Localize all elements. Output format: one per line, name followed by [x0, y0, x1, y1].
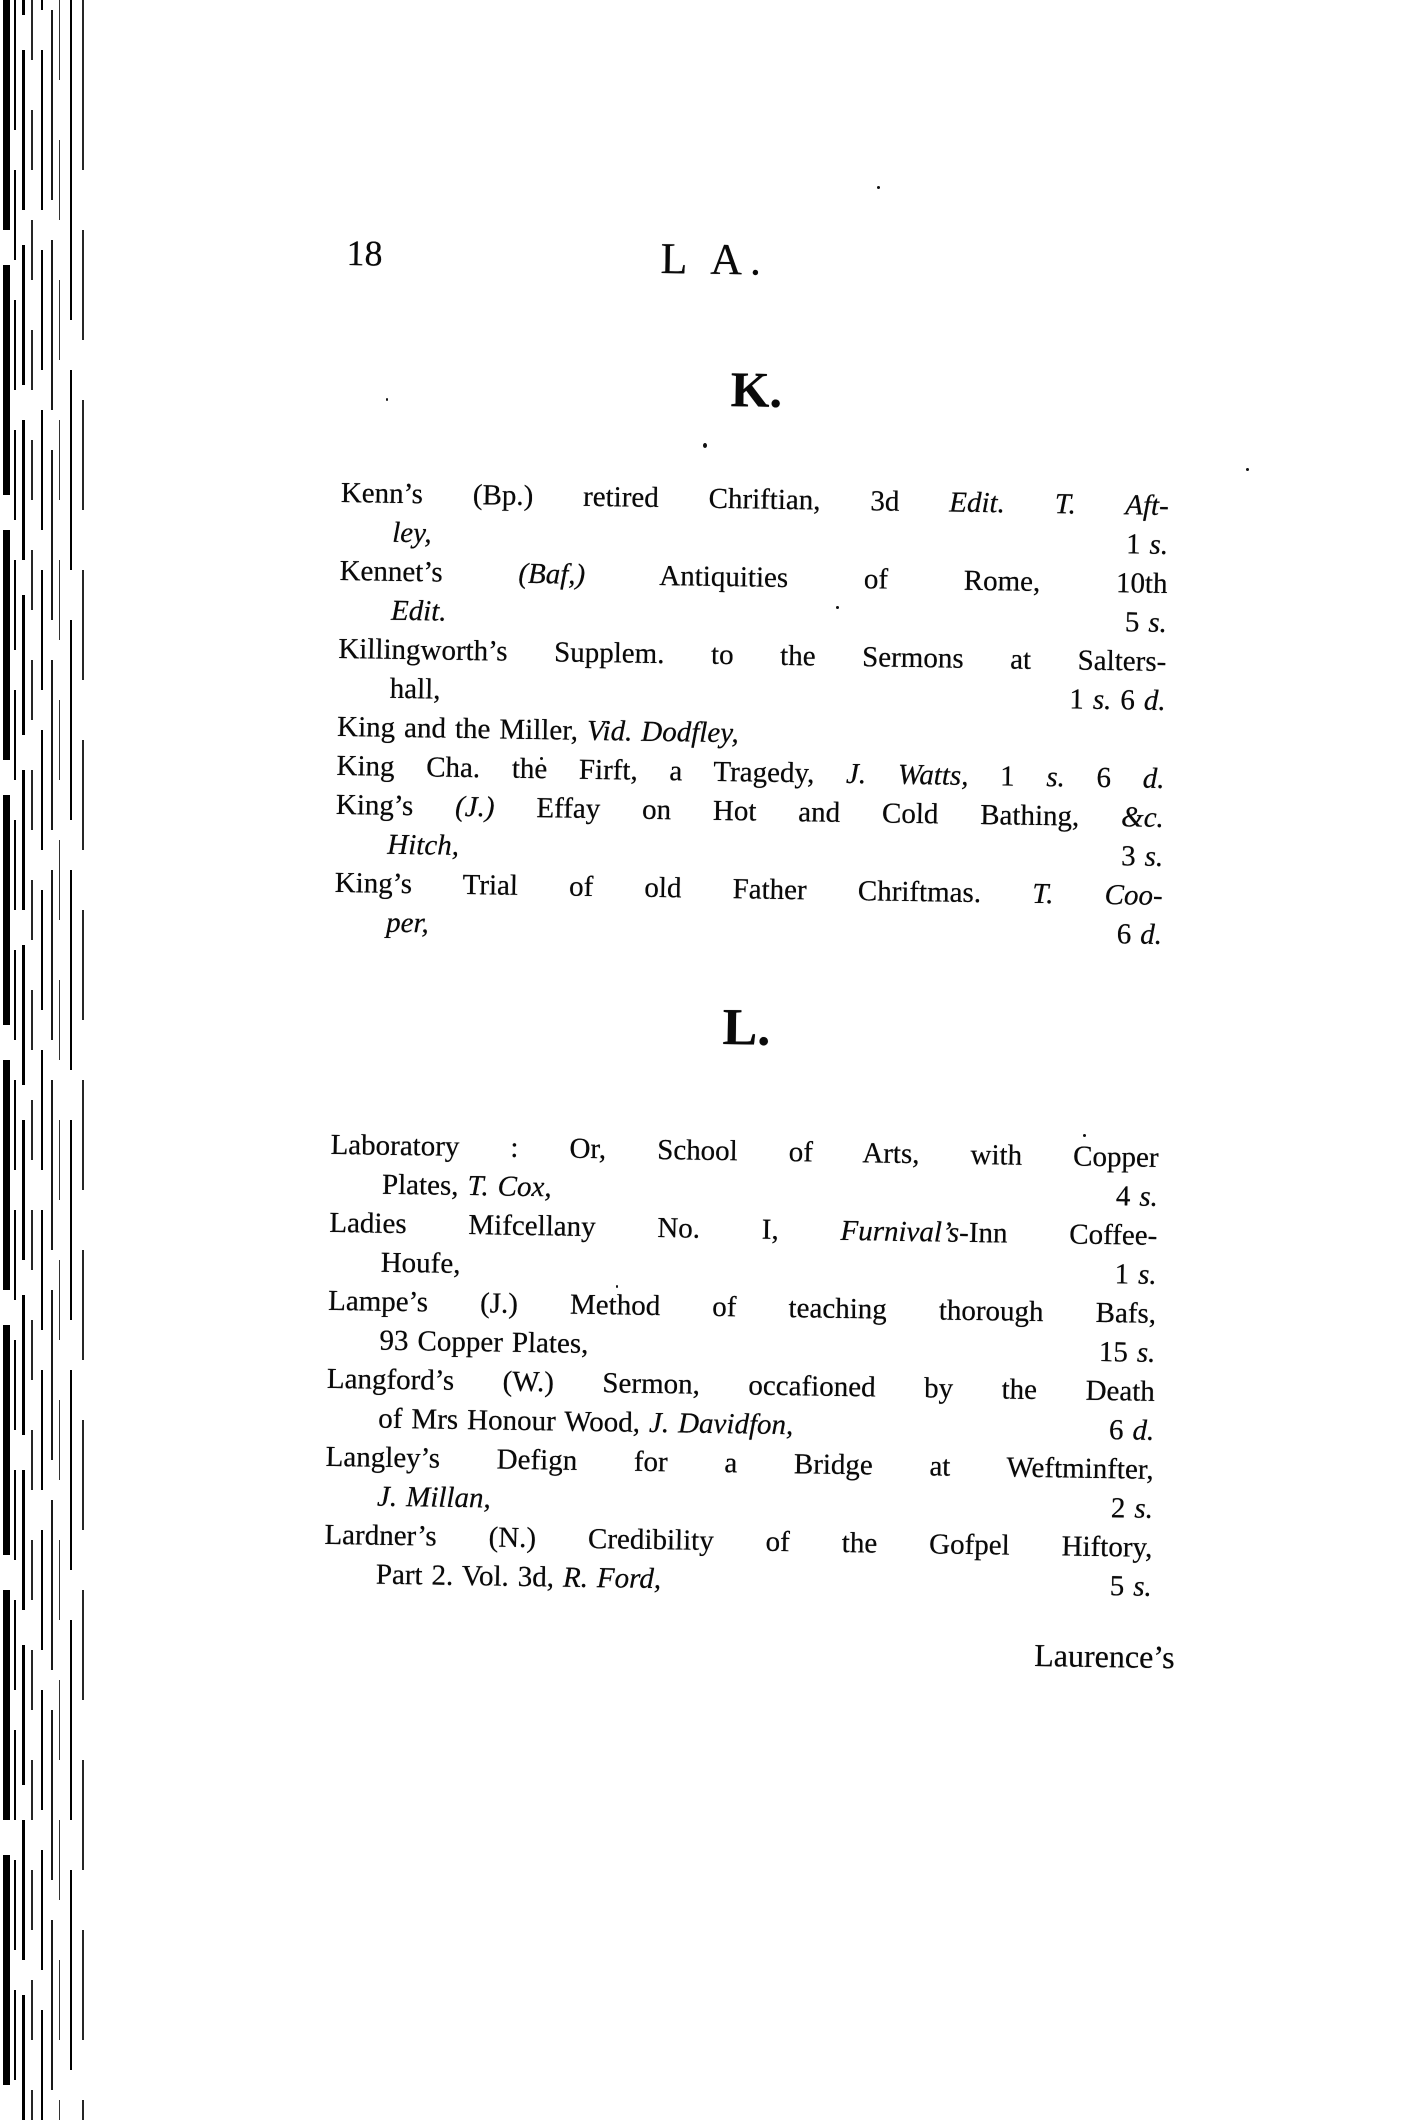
binding-line: [82, 0, 84, 2120]
entry-text: hall,: [389, 672, 441, 706]
entry-text: King and the Miller, Vid. Dodfley,: [336, 710, 740, 750]
binding-line: [51, 0, 53, 2120]
entry-text: King’s (J.) Effay on Hot and Cold Bathing, &c.: [335, 788, 1165, 834]
binding-line: [31, 0, 33, 2120]
section-heading-k: K.: [730, 361, 783, 418]
price: 6 d.: [1116, 918, 1163, 951]
entry-text: of Mrs Honour Wood, J. Davidfon,: [378, 1402, 794, 1442]
binding-line: [59, 0, 60, 2120]
binding-line: [14, 0, 16, 2120]
binding-line: [22, 0, 25, 2120]
section-entries-l: [324, 1126, 1159, 1607]
entry-text: Part 2. Vol. 3d, R. Ford,: [375, 1558, 662, 1596]
price: 5 s.: [1124, 606, 1168, 639]
entry-text: per,: [385, 906, 430, 940]
entry-text: Houfe,: [380, 1246, 461, 1280]
ink-speck: [877, 186, 880, 189]
binding-line: [3, 0, 10, 2120]
entry-text: J. Millan,: [376, 1480, 492, 1515]
price: 6 d.: [1108, 1414, 1155, 1447]
entry-text: King’s Trial of old Father Chriftmas. T. Coo-: [334, 866, 1163, 912]
entry-text: Hitch,: [387, 828, 460, 862]
price: 2 s.: [1110, 1492, 1154, 1525]
entry-text: ley,: [391, 516, 432, 550]
entry-text: Langford’s (W.) Sermon, occafioned by the Death: [326, 1362, 1156, 1408]
section-heading-l: L.: [722, 999, 771, 1057]
price: 1 s.: [1125, 528, 1169, 561]
entry-text: Killingworth’s Supplem. to the Sermons at Salters-: [338, 632, 1167, 678]
ink-speck: [1246, 468, 1249, 471]
entry-text: Lardner’s (N.) Credibility of the Gofpel Hiftory,: [324, 1518, 1153, 1564]
price: 4 s.: [1115, 1180, 1159, 1213]
entry-text: Laboratory : Or, School of Arts, with Copper: [330, 1128, 1159, 1174]
binding-artifact: [0, 0, 110, 2120]
catchword: Laurence’s: [1034, 1637, 1175, 1676]
page-number: 18: [346, 233, 383, 274]
entry-text: Kennet’s (Baf,) Antiquities of Rome, 10th: [339, 554, 1168, 600]
binding-line: [41, 0, 43, 2120]
binding-line: [70, 0, 72, 2120]
running-title: L A.: [660, 233, 770, 285]
entry-text: Langley’s Defign for a Bridge at Weftminfter,: [325, 1440, 1154, 1486]
price: 1 s. 6 d.: [1069, 683, 1166, 717]
entry-text: Lampe’s (J.) Method of teaching thorough Bafs,: [327, 1284, 1157, 1330]
page: [320, 228, 1175, 1801]
section-entries-k: [334, 474, 1169, 955]
entry-text: Ladies Mifcellany No. I, Furnival’s-Inn Coffee-: [329, 1206, 1158, 1252]
entry-text: Edit.: [390, 594, 447, 628]
price: 15 s.: [1098, 1335, 1156, 1369]
price: 1 s.: [1114, 1258, 1157, 1291]
price: 5 s.: [1109, 1570, 1153, 1603]
entry-text: 93 Copper Plates,: [379, 1324, 589, 1360]
price: 3 s.: [1120, 840, 1164, 873]
entry-text: King Cha. the Firft, a Tragedy, J. Watts, 1 s. 6 d.: [336, 749, 1165, 795]
entry-text: Plates, T. Cox,: [381, 1168, 552, 1204]
entry-text: Kenn’s (Bp.) retired Chriftian, 3d Edit. T. Aft-: [340, 476, 1170, 522]
